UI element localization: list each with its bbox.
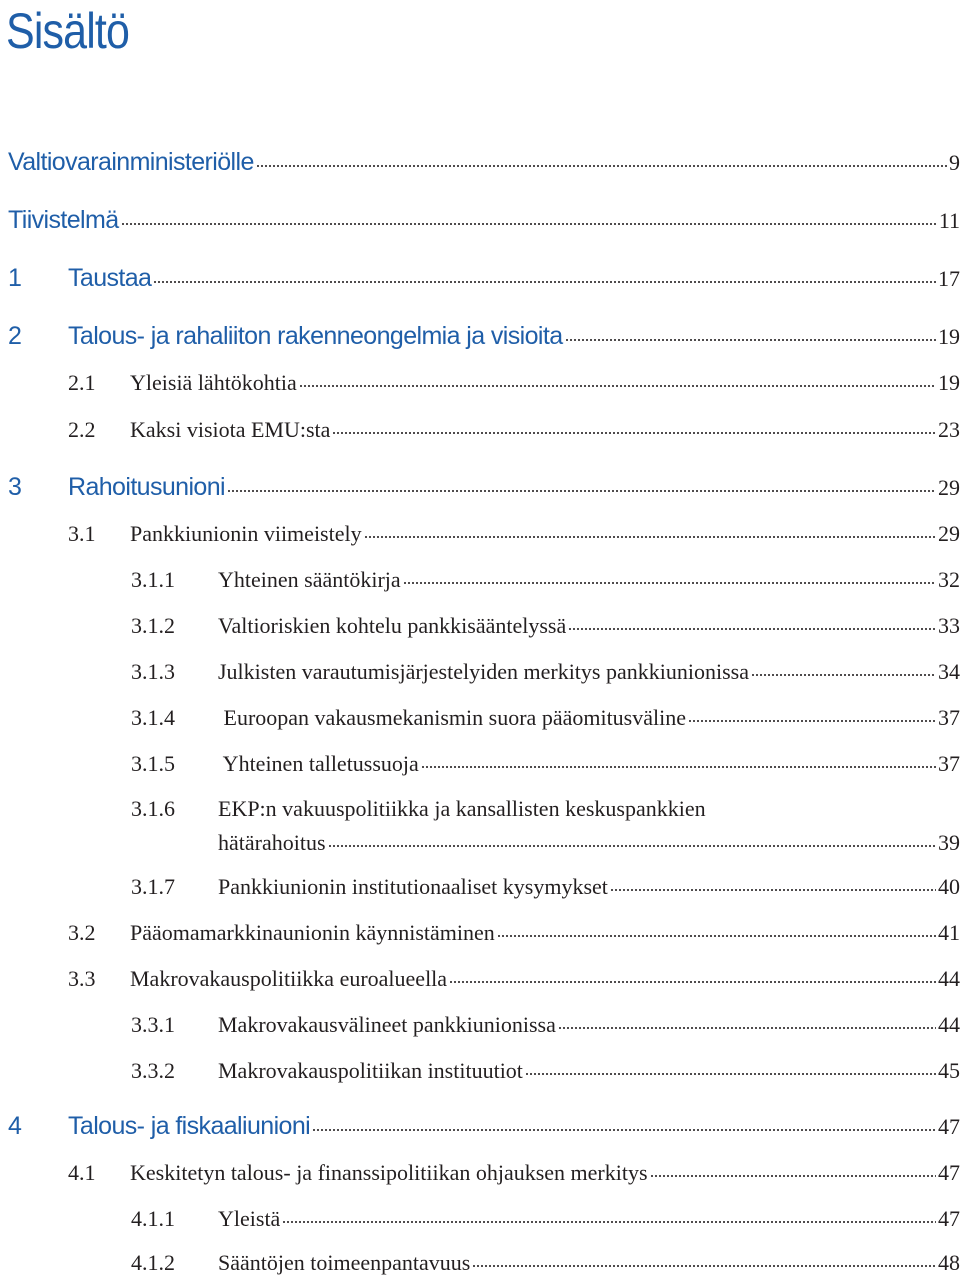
toc-entry-number: 3.1.1	[131, 567, 175, 592]
toc-entry-title: Pankkiunionin viimeistely	[130, 521, 362, 546]
dot-leader	[299, 385, 936, 387]
toc-entry-number: 1	[8, 264, 22, 292]
dot-leader	[403, 582, 936, 584]
toc-entry-title: Tiivistelmä	[8, 206, 119, 234]
toc-entry-page: 11	[938, 208, 960, 233]
toc-entry[interactable]	[8, 319, 960, 353]
toc-entry-page: 17	[938, 266, 960, 291]
toc-entry-page: 47	[938, 1160, 960, 1185]
toc-entry[interactable]	[68, 366, 960, 400]
toc-entry-page: 29	[938, 475, 960, 500]
toc-entry-title: Makrovakauspolitiikan instituutiot	[218, 1058, 523, 1083]
toc-entry-number: 3.1.6	[131, 796, 175, 821]
toc-entry[interactable]	[68, 413, 960, 447]
toc-entry-title: Valtiovarainministeriölle	[8, 148, 254, 176]
toc-entry[interactable]	[131, 609, 960, 643]
toc-entry-number: 3.1.3	[131, 659, 175, 684]
toc-entry[interactable]	[68, 916, 960, 950]
toc-entry-title: EKP:n vakuuspolitiikka ja kansallisten keskuspankkien	[218, 796, 706, 821]
toc-entry-number: 3.1.7	[131, 874, 175, 899]
toc-entry-page: 45	[938, 1058, 960, 1083]
toc-entry-title: Pankkiunionin institutionaaliset kysymykset	[218, 874, 608, 899]
toc-entry[interactable]	[131, 1054, 960, 1088]
toc-entry[interactable]	[8, 145, 960, 179]
toc-entry[interactable]	[131, 870, 960, 904]
dot-leader	[312, 1129, 936, 1131]
toc-entry-page: 37	[938, 751, 960, 776]
page-title: Sisältö	[6, 3, 130, 59]
toc-entry-page: 48	[938, 1250, 960, 1275]
toc-entry-page: 44	[938, 966, 960, 991]
dot-leader	[449, 981, 936, 983]
toc-entry[interactable]	[8, 470, 960, 504]
toc-entry[interactable]	[131, 1008, 960, 1042]
dot-leader	[565, 339, 936, 341]
dot-leader	[610, 889, 936, 891]
dot-leader	[568, 628, 936, 630]
toc-entry-title: Yhteinen talletussuoja	[218, 751, 419, 776]
toc-entry-page: 23	[938, 417, 960, 442]
toc-entry[interactable]	[8, 1109, 960, 1143]
toc-entry-title: Yhteinen sääntökirja	[218, 567, 401, 592]
dot-leader	[121, 223, 937, 225]
toc-entry-number: 4.1.1	[131, 1206, 175, 1231]
toc-entry-title: Talous- ja rahaliiton rakenneongelmia ja visioita	[68, 322, 563, 350]
toc-entry-page: 47	[938, 1114, 960, 1139]
dot-leader	[497, 935, 936, 937]
toc-entry-title: Rahoitusunioni	[68, 473, 225, 501]
toc-entry[interactable]	[131, 747, 960, 781]
toc-entry-title: Sääntöjen toimeenpantavuus	[218, 1250, 471, 1275]
toc-entry-page: 47	[938, 1206, 960, 1231]
toc-entry[interactable]	[131, 1202, 960, 1236]
toc-entry-number: 4.1	[68, 1160, 96, 1185]
toc-entry-number: 2.1	[68, 370, 96, 395]
toc-entry-number: 3.1.5	[131, 751, 175, 776]
dot-leader	[751, 674, 936, 676]
dot-leader	[472, 1265, 936, 1267]
toc-entry[interactable]	[131, 701, 960, 735]
toc-entry-title: Pääomamarkkinaunionin käynnistäminen	[130, 920, 495, 945]
toc-entry-number: 2.2	[68, 417, 96, 442]
toc-entry-page: 33	[938, 613, 960, 638]
dot-leader	[332, 432, 936, 434]
dot-leader	[650, 1175, 936, 1177]
toc-entry-page: 44	[938, 1012, 960, 1037]
toc-entry-title: Valtioriskien kohtelu pankkisääntelyssä	[218, 613, 567, 638]
toc-entry-title: Euroopan vakausmekanismin suora pääomitusväline	[218, 705, 686, 730]
toc-entry-number: 3	[8, 473, 22, 501]
toc-entry-number: 3.3	[68, 966, 96, 991]
toc-entry-title: Taustaa	[68, 264, 152, 292]
toc-entry[interactable]	[68, 517, 960, 551]
toc-entry-title-continued: hätärahoitus	[218, 830, 326, 855]
dot-leader	[364, 536, 936, 538]
toc-entry[interactable]	[68, 1156, 960, 1190]
toc-entry-number: 3.1.4	[131, 705, 175, 730]
toc-entry[interactable]	[68, 962, 960, 996]
dot-leader	[328, 845, 936, 847]
toc-entry[interactable]	[8, 261, 960, 295]
toc-entry-title: Kaksi visiota EMU:sta	[130, 417, 331, 442]
toc-entry-number: 3.1	[68, 521, 96, 546]
toc-entry-title: Keskitetyn talous- ja finanssipolitiikan ohjauksen merkitys	[130, 1160, 648, 1185]
dot-leader	[282, 1221, 936, 1223]
toc-entry-title: Makrovakauspolitiikka euroalueella	[130, 966, 448, 991]
toc-entry[interactable]	[131, 655, 960, 689]
toc-entry[interactable]	[131, 792, 960, 860]
toc-entry-page: 39	[938, 830, 960, 855]
dot-leader	[558, 1027, 936, 1029]
toc-entry-title: Yleisiä lähtökohtia	[130, 370, 297, 395]
toc-entry-page: 32	[938, 567, 960, 592]
toc-entry-number: 4.1.2	[131, 1250, 175, 1275]
toc-entry-number: 3.3.1	[131, 1012, 175, 1037]
dot-leader	[421, 766, 936, 768]
toc-entry-page: 9	[949, 150, 960, 175]
toc-entry-page: 29	[938, 521, 960, 546]
toc-entry-page: 40	[938, 874, 960, 899]
dot-leader	[227, 490, 936, 492]
toc-entry-page: 19	[938, 324, 960, 349]
toc-entry-page: 41	[938, 920, 960, 945]
toc-entry-number: 2	[8, 322, 22, 350]
toc-entry-title: Makrovakausvälineet pankkiunionissa	[218, 1012, 556, 1037]
toc-entry[interactable]	[8, 203, 960, 237]
toc-entry-number: 3.2	[68, 920, 96, 945]
toc-entry[interactable]	[131, 1246, 960, 1280]
toc-entry-title: Talous- ja fiskaaliunioni	[68, 1112, 311, 1140]
toc-entry-page: 37	[938, 705, 960, 730]
toc-entry-number: 4	[8, 1112, 22, 1140]
toc-entry-title: Yleistä	[218, 1206, 281, 1231]
toc-entry-page: 34	[938, 659, 960, 684]
dot-leader	[688, 720, 936, 722]
toc-entry-title: Julkisten varautumisjärjestelyiden merkitys pankkiunionissa	[218, 659, 749, 684]
dot-leader	[525, 1073, 936, 1075]
toc-entry[interactable]	[131, 563, 960, 597]
toc-entry-page: 19	[938, 370, 960, 395]
toc-entry-number: 3.1.2	[131, 613, 175, 638]
dot-leader	[153, 281, 936, 283]
toc-entry-number: 3.3.2	[131, 1058, 175, 1083]
dot-leader	[256, 165, 947, 167]
